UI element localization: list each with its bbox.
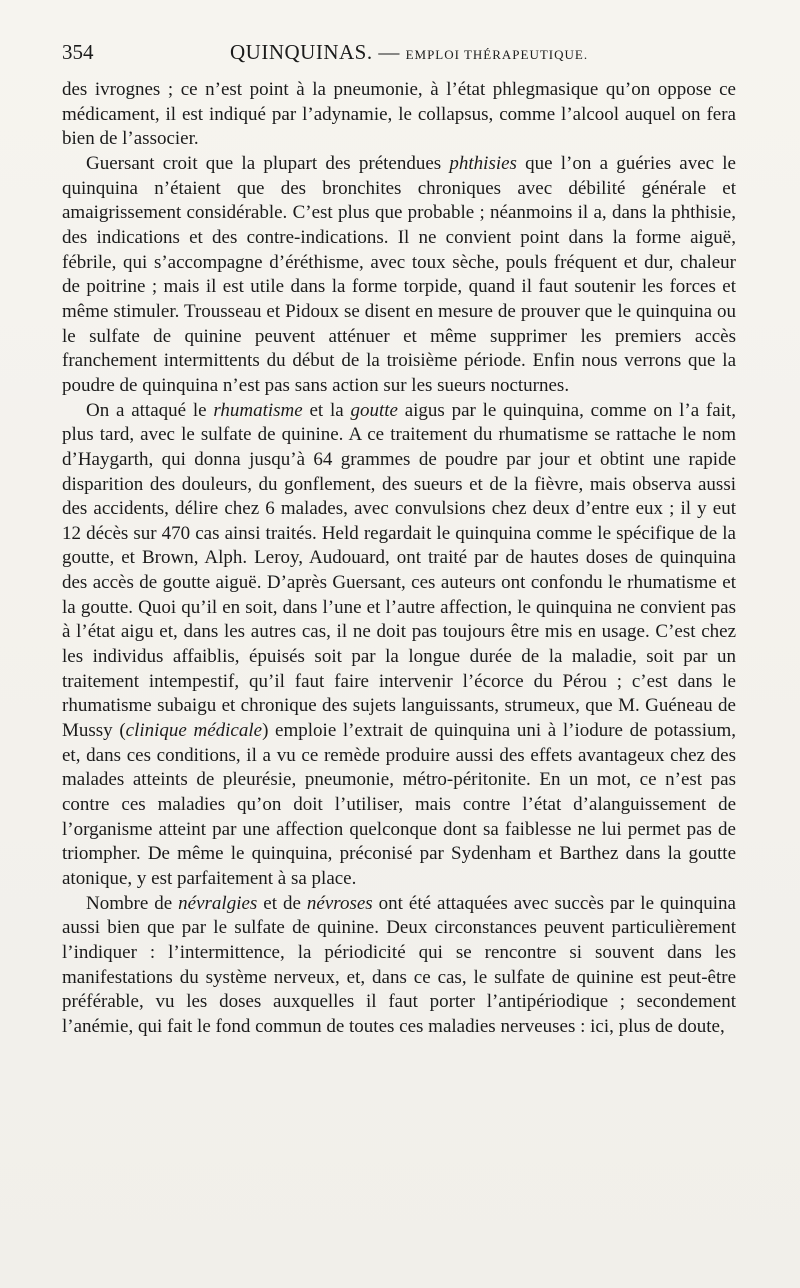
text-run: ont été attaquées avec succès par le quinquina aussi bien que par le sulfate de quinine. Deux circonstances peuvent particulièrement l’indiquer : l’intermittence, la périodicité qui se rencontre si souvent dans les manifestations du système nerveux, et, dans ce cas, le sulfate de quinine est peut-être préférable, vu les doses auxquelles il faut porter l’antipériodique ; secondement l’anémie, qui fait le fond commun de toutes ces maladies nerveuses : ici, plus de doute, (62, 892, 736, 1037)
text-run: et de (257, 892, 307, 914)
header-subtitle: EMPLOI THÉRAPEUTIQUE. (405, 47, 589, 62)
text-run: Guersant croit que la plupart des prétendues (86, 152, 450, 174)
paragraph (62, 152, 736, 399)
body-text (62, 78, 736, 1040)
page-number: 354 (62, 40, 94, 64)
header-title: QUINQUINAS. (230, 40, 373, 64)
running-title (230, 40, 588, 65)
italic-term: névroses (306, 892, 373, 914)
text-run: que l’on a guéries avec le quinquina n’étaient que des bronchites chroniques avec débilité générale et amaigrissement considérable. C’est plus que probable ; néanmoins il a, dans la phthisie, des indications et des contre-indications. Il ne convient point dans la forme aiguë, fébrile, qui s’accompagne d’éréthisme, avec toux sèche, pouls fréquent et dur, chaleur de poitrine ; mais il est utile dans la forme torpide, quand il faut soutenir les forces et même stimuler. Trousseau et Pidoux se disent en mesure de prouver que le quinquina ou le sulfate de quinine peuvent atténuer et même supprimer les premiers accès franchement intermittents du début de la troisième période. Enfin nous verrons que la poudre de quinquina n’est pas sans action sur les sueurs nocturnes. (62, 152, 736, 396)
text-run: ) emploie l’extrait de quinquina uni à l’iodure de potassium, et, dans ces conditions, il a vu ce remède produire aussi des effets avantageux chez des malades atteints de pleurésie, pneumonie, métro-péritonite. En un mot, ce n’est pas contre ces maladies qu’on doit l’utiliser, mais contre l’état d’alanguissement de l’organisme atteint par une affection quelconque dont sa faiblesse ne lui permet pas de triompher. De même le quinquina, préconisé par Sydenham et Barthez dans la goutte atonique, y est parfaitement à sa place. (62, 720, 737, 889)
text-run: On a attaqué le (86, 399, 214, 421)
italic-term: névralgies (178, 892, 258, 914)
text-run: et la (302, 399, 351, 421)
text-run: aigus par le quinquina, comme on l’a fait, plus tard, avec le sulfate de quinine. A ce traitement du rhumatisme se rattache le nom d’Haygarth, qui donna jusqu’à 64 grammes de poudre par jour et obtint une rapide disparition des douleurs, du gonflement, des sueurs et de la fièvre, mais observa aussi des accidents, délire chez 6 malades, avec convulsions chez deux d’entre eux ; il y eut 12 décès sur 470 cas ainsi traités. Held regardait le quinquina comme le spécifique de la goutte, et Brown, Alph. Leroy, Audouard, ont traité par de hautes doses de quinquina des accès de goutte aiguë. D’après Guersant, ces auteurs ont confondu le rhumatisme et la goutte. Quoi qu’il en soit, dans l’une et l’autre affection, le quinquina ne convient pas à l’état aigu et, dans les autres cas, il ne doit pas toujours être mis en usage. C’est chez les individus affaiblis, épuisés soit par la longue durée de la maladie, soit par un traitement intempestif, qu’il faut faire intervenir l’écorce du Pérou ; c’est dans le rhumatisme subaigu et chronique des sujets languissants, strumeux, que M. Guéneau de Mussy ( (62, 399, 736, 742)
italic-term: clinique médicale (125, 720, 263, 742)
text-run: Nombre de (86, 892, 179, 914)
italic-term: rhumatisme (213, 399, 303, 421)
running-header (62, 40, 764, 68)
italic-term: goutte (350, 399, 398, 421)
text-run: des ivrognes ; ce n’est point à la pneumonie, à l’état phlegmasique qu’on oppose ce médicament, il est indiqué par l’adynamie, le collapsus, comme l’alcool auquel on fera bien de l’associer. (62, 79, 736, 150)
italic-term: phthisies (449, 152, 517, 174)
paragraph (62, 78, 736, 152)
header-dash: — (378, 40, 400, 64)
paragraph (62, 399, 736, 892)
paragraph (62, 892, 736, 1040)
